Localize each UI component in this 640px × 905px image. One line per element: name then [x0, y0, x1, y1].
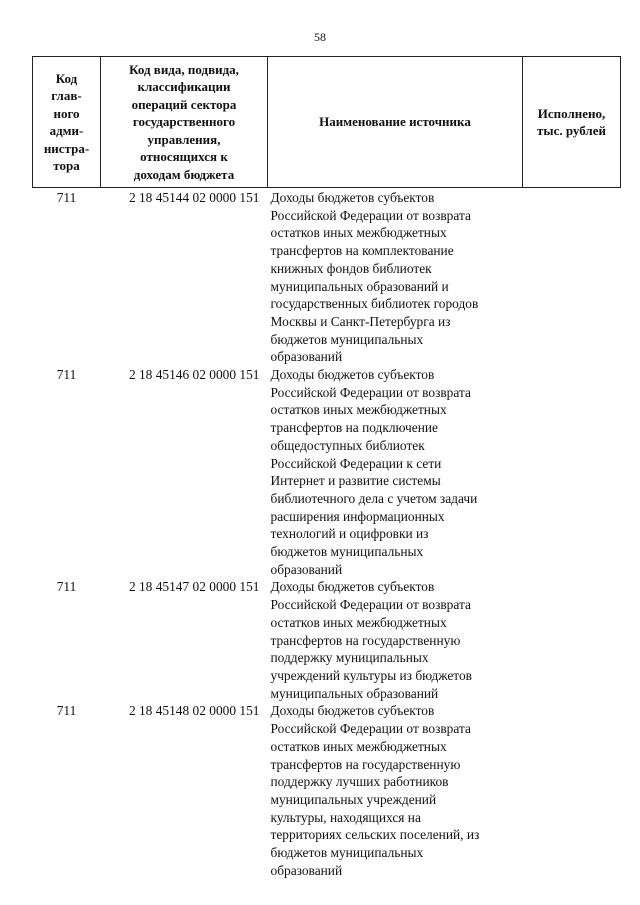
row-executed [523, 702, 621, 879]
table-header-row [33, 57, 621, 188]
row-admin-code: 711 [56, 190, 77, 205]
header-classification: Код вида, подвида, классификации операций сектора государственного управления, относящихся к доходам бюджета [101, 57, 268, 188]
table-row [33, 702, 621, 879]
row-executed [523, 188, 621, 367]
header-admin-code: Код глав- ного адми- нистра- тора [33, 57, 101, 188]
table-row [33, 188, 621, 367]
header-executed: Исполнено, тыс. рублей [523, 57, 621, 188]
row-executed [523, 366, 621, 578]
row-admin-code: 711 [56, 367, 77, 383]
row-source-name: Доходы бюджетов субъектов Российской Федерации от возврата остатков иных межбюджетных трансфертов на государственную поддержку лучших работников муниципальных учреждений культуры, находящихся на территориях сельских поселений, из бюджетов муниципальных образований [270, 703, 480, 878]
row-admin-code: 711 [56, 703, 77, 719]
row-source-name: Доходы бюджетов субъектов Российской Федерации от возврата остатков иных межбюджетных трансфертов на подключение общедоступных библиотек Российской Федерации к сети Интернет и развитие системы библиотечного дела с учетом задачи расширения информационных технологий и оцифровки из бюджетов муниципальных образований [270, 367, 478, 577]
row-classification: 2 18 45148 02 0000 151 [128, 703, 260, 719]
row-admin-code: 711 [56, 579, 77, 595]
table-row [33, 578, 621, 702]
header-source-name: Наименование источника [268, 57, 523, 188]
row-classification: 2 18 45146 02 0000 151 [128, 367, 260, 383]
row-classification: 2 18 45144 02 0000 151 [128, 190, 260, 205]
row-source-name: Доходы бюджетов субъектов Российской Федерации от возврата остатков иных межбюджетных трансфертов на комплектование книжных фондов библиотек муниципальных образований и государственных библиотек городов Москвы и Санкт-Петербурга из бюджетов муниципальных образований [270, 190, 479, 365]
row-executed [523, 578, 621, 702]
row-classification: 2 18 45147 02 0000 151 [128, 579, 260, 595]
page-number: 58 [314, 30, 326, 44]
table-row [33, 366, 621, 578]
budget-table [32, 56, 621, 879]
row-source-name: Доходы бюджетов субъектов Российской Федерации от возврата остатков иных межбюджетных трансфертов на государственную поддержку муниципальных учреждений культуры из бюджетов муниципальных образований [270, 579, 472, 701]
